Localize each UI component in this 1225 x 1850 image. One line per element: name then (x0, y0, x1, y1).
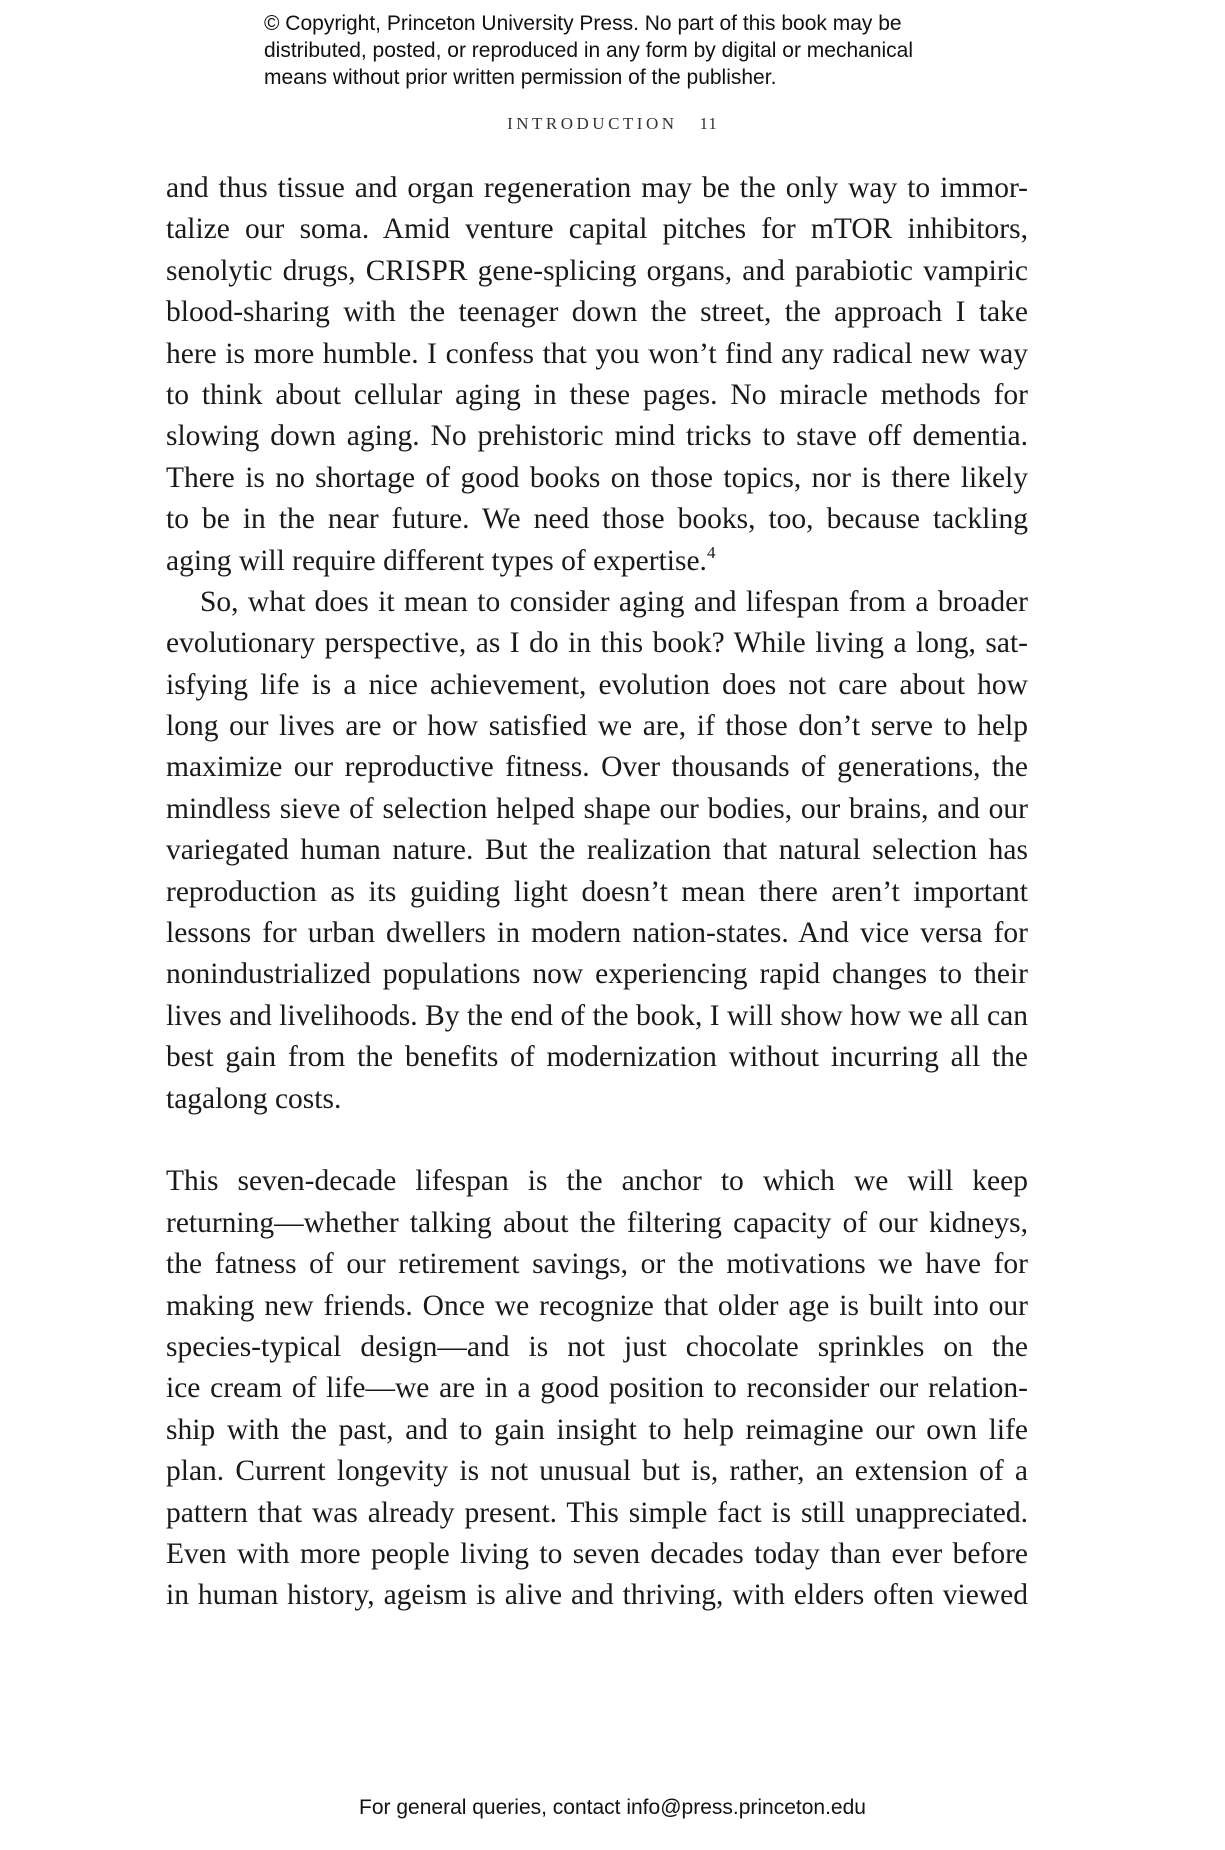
body-text (166, 168, 1028, 1617)
text-line: pattern that was already present. This simple fact is still unappreciated. (166, 1496, 1028, 1529)
text-line: ice cream of life—we are in a good position to reconsider our relation- (166, 1372, 1028, 1405)
text-line-content: aging will require different types of expertise. (166, 544, 707, 577)
page-number: 11 (699, 114, 718, 133)
footer-contact: For general queries, contact info@press.princeton.edu (359, 1796, 866, 1819)
text-line: ship with the past, and to gain insight to help reimagine our own life (166, 1413, 1028, 1446)
text-line: returning—whether talking about the filtering capacity of our kidneys, (166, 1206, 1028, 1239)
chapter-title: INTRODUCTION (507, 114, 678, 133)
text-line: So, what does it mean to consider aging and lifespan from a broader (200, 585, 1028, 618)
section-break (166, 1120, 1028, 1161)
text-line: lives and livelihoods. By the end of the book, I will show how we all can (166, 999, 1028, 1032)
text-line: Even with more people living to seven decades today than ever before (166, 1537, 1028, 1570)
copyright-notice (264, 10, 1024, 91)
text-line: slowing down aging. No prehistoric mind tricks to stave off dementia. (166, 420, 1028, 453)
text-line: This seven-decade lifespan is the anchor to which we will keep (166, 1165, 1028, 1198)
copyright-line: means without prior written permission of the publisher. (264, 66, 777, 89)
text-line: lessons for urban dwellers in modern nation-states. And vice versa for (166, 917, 1028, 950)
text-line: making new friends. Once we recognize that older age is built into our (166, 1289, 1028, 1322)
text-line: reproduction as its guiding light doesn’t mean there aren’t important (166, 875, 1028, 908)
paragraph-2 (166, 582, 1028, 1120)
text-line: talize our soma. Amid venture capital pitches for mTOR inhibitors, (166, 213, 1028, 246)
text-line: nonindustrialized populations now experiencing rapid changes to their (166, 958, 1028, 991)
text-line: blood-sharing with the teenager down the street, the approach I take (166, 296, 1028, 329)
text-line: in human history, ageism is alive and thriving, with elders often viewed (166, 1579, 1028, 1612)
text-line: There is no shortage of good books on those topics, nor is there likely (166, 461, 1028, 494)
copyright-line: distributed, posted, or reproduced in any form by digital or mechanical (264, 39, 914, 62)
text-line: plan. Current longevity is not unusual but is, rather, an extension of a (166, 1455, 1028, 1488)
text-line: evolutionary perspective, as I do in this book? While living a long, sat- (166, 627, 1028, 660)
paragraph-3 (166, 1161, 1028, 1616)
text-line: to be in the near future. We need those books, too, because tackling (166, 503, 1028, 536)
paragraph-1 (166, 168, 1028, 582)
text-line: maximize our reproductive fitness. Over thousands of generations, the (166, 751, 1028, 784)
text-line: variegated human nature. But the realization that natural selection has (166, 834, 1028, 867)
text-line-last (166, 541, 1028, 582)
text-line: and thus tissue and organ regeneration may be the only way to immor- (166, 172, 1028, 204)
text-line: senolytic drugs, CRISPR gene-splicing organs, and parabiotic vampiric (166, 254, 1028, 287)
text-line: long our lives are or how satisfied we are, if those don’t serve to help (166, 710, 1028, 743)
text-line: here is more humble. I confess that you won’t find any radical new way (166, 337, 1028, 370)
footnote-marker[interactable]: 4 (706, 542, 716, 562)
text-line: mindless sieve of selection helped shape our bodies, our brains, and our (166, 792, 1028, 825)
text-line: isfying life is a nice achievement, evolution does not care about how (166, 668, 1028, 701)
running-head (0, 114, 1225, 134)
text-line: best gain from the benefits of modernization without incurring all the (166, 1041, 1028, 1074)
copyright-line: © Copyright, Princeton University Press. No part of this book may be (264, 12, 902, 35)
text-line-last: tagalong costs. (166, 1082, 342, 1115)
text-line: species-typical design—and is not just chocolate sprinkles on the (166, 1330, 1028, 1363)
text-line: the fatness of our retirement savings, or the motivations we have for (166, 1248, 1028, 1281)
text-line: to think about cellular aging in these pages. No miracle methods for (166, 378, 1028, 411)
